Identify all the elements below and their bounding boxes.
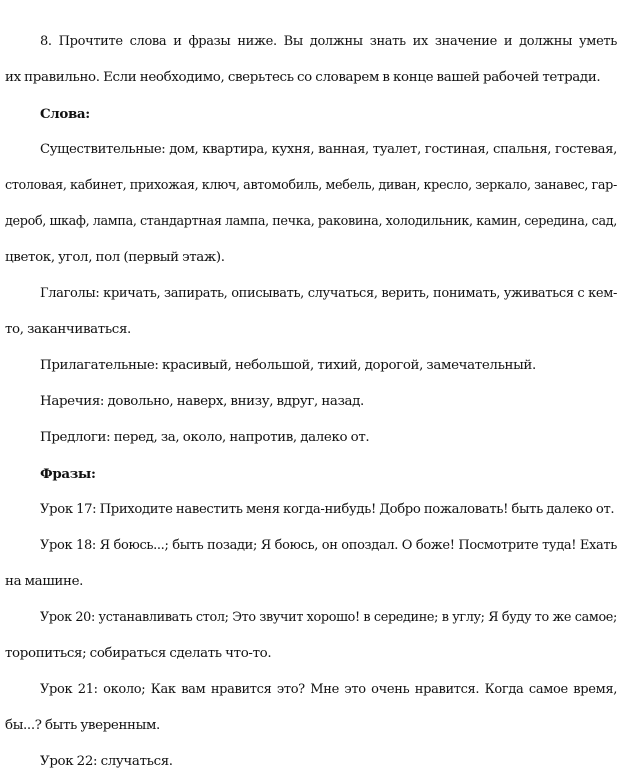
task-instruction bbox=[5, 24, 617, 96]
nouns-line-1: Существительные: дом, квартира, кухня, ванная, туалет, гостиная, спальня, гостевая, bbox=[40, 142, 617, 157]
lesson-20-line-1: Урок 20: устанавливать стол; Это звучит хорошо! в середине; в углу; Я буду то же самое; bbox=[40, 610, 617, 625]
lesson-18-paragraph bbox=[5, 528, 617, 600]
lesson-18-line-1: Урок 18: Я боюсь...; быть позади; Я боюсь, он опоздал. О боже! Посмотрите туда! Ехать bbox=[40, 538, 617, 553]
nouns-paragraph bbox=[5, 132, 617, 276]
verbs-line-2: то, заканчиваться. bbox=[5, 322, 131, 337]
lesson-20-paragraph bbox=[5, 600, 617, 672]
document-page bbox=[5, 24, 617, 780]
lesson-22-paragraph bbox=[5, 744, 617, 780]
adverbs-line: Наречия: довольно, наверх, внизу, вдруг, назад. bbox=[40, 394, 364, 409]
lesson-17-paragraph bbox=[5, 492, 617, 528]
adjectives-line: Прилагательные: красивый, небольшой, тихий, дорогой, замечательный. bbox=[40, 358, 536, 373]
words-heading: Слова: bbox=[40, 106, 90, 122]
lesson-21-line-1: Урок 21: около; Как вам нравится это? Мне это очень нравится. Когда самое время, bbox=[40, 682, 617, 697]
verbs-paragraph bbox=[5, 276, 617, 348]
prepositions-line: Предлоги: перед, за, около, напротив, далеко от. bbox=[40, 430, 370, 445]
lesson-21-paragraph bbox=[5, 672, 617, 744]
nouns-line-4: цветок, угол, пол (первый этаж). bbox=[5, 250, 225, 265]
words-heading-block bbox=[5, 96, 617, 132]
adverbs-paragraph bbox=[5, 384, 617, 420]
lesson-20-line-2: торопиться; собираться сделать что-то. bbox=[5, 646, 272, 661]
phrases-heading: Фразы: bbox=[40, 466, 96, 482]
nouns-line-2: столовая, кабинет, прихожая, ключ, автомобиль, мебель, диван, кресло, зеркало, занавес, гар- bbox=[5, 178, 617, 193]
prepositions-paragraph bbox=[5, 420, 617, 456]
lesson-22-line-1: Урок 22: случаться. bbox=[40, 754, 173, 769]
lesson-18-line-2: на машине. bbox=[5, 574, 84, 589]
verbs-line-1: Глаголы: кричать, запирать, описывать, случаться, верить, понимать, уживаться с кем- bbox=[40, 286, 617, 301]
adjectives-paragraph bbox=[5, 348, 617, 384]
task-line-1: 8. Прочтите слова и фразы ниже. Вы должны знать их значение и должны уметь bbox=[40, 34, 617, 49]
nouns-line-3: дероб, шкаф, лампа, стандартная лампа, печка, раковина, холодильник, камин, середина, сад, bbox=[5, 214, 617, 229]
lesson-21-line-2: бы...? быть уверенным. bbox=[5, 718, 160, 733]
phrases-heading-block bbox=[5, 456, 617, 492]
task-line-2: их правильно. Если необходимо, сверьтесь со словарем в конце вашей рабочей тетради. bbox=[5, 70, 601, 85]
lesson-17-line-1: Урок 17: Приходите навестить меня когда-нибудь! Добро пожаловать! быть далеко от. bbox=[40, 502, 615, 517]
